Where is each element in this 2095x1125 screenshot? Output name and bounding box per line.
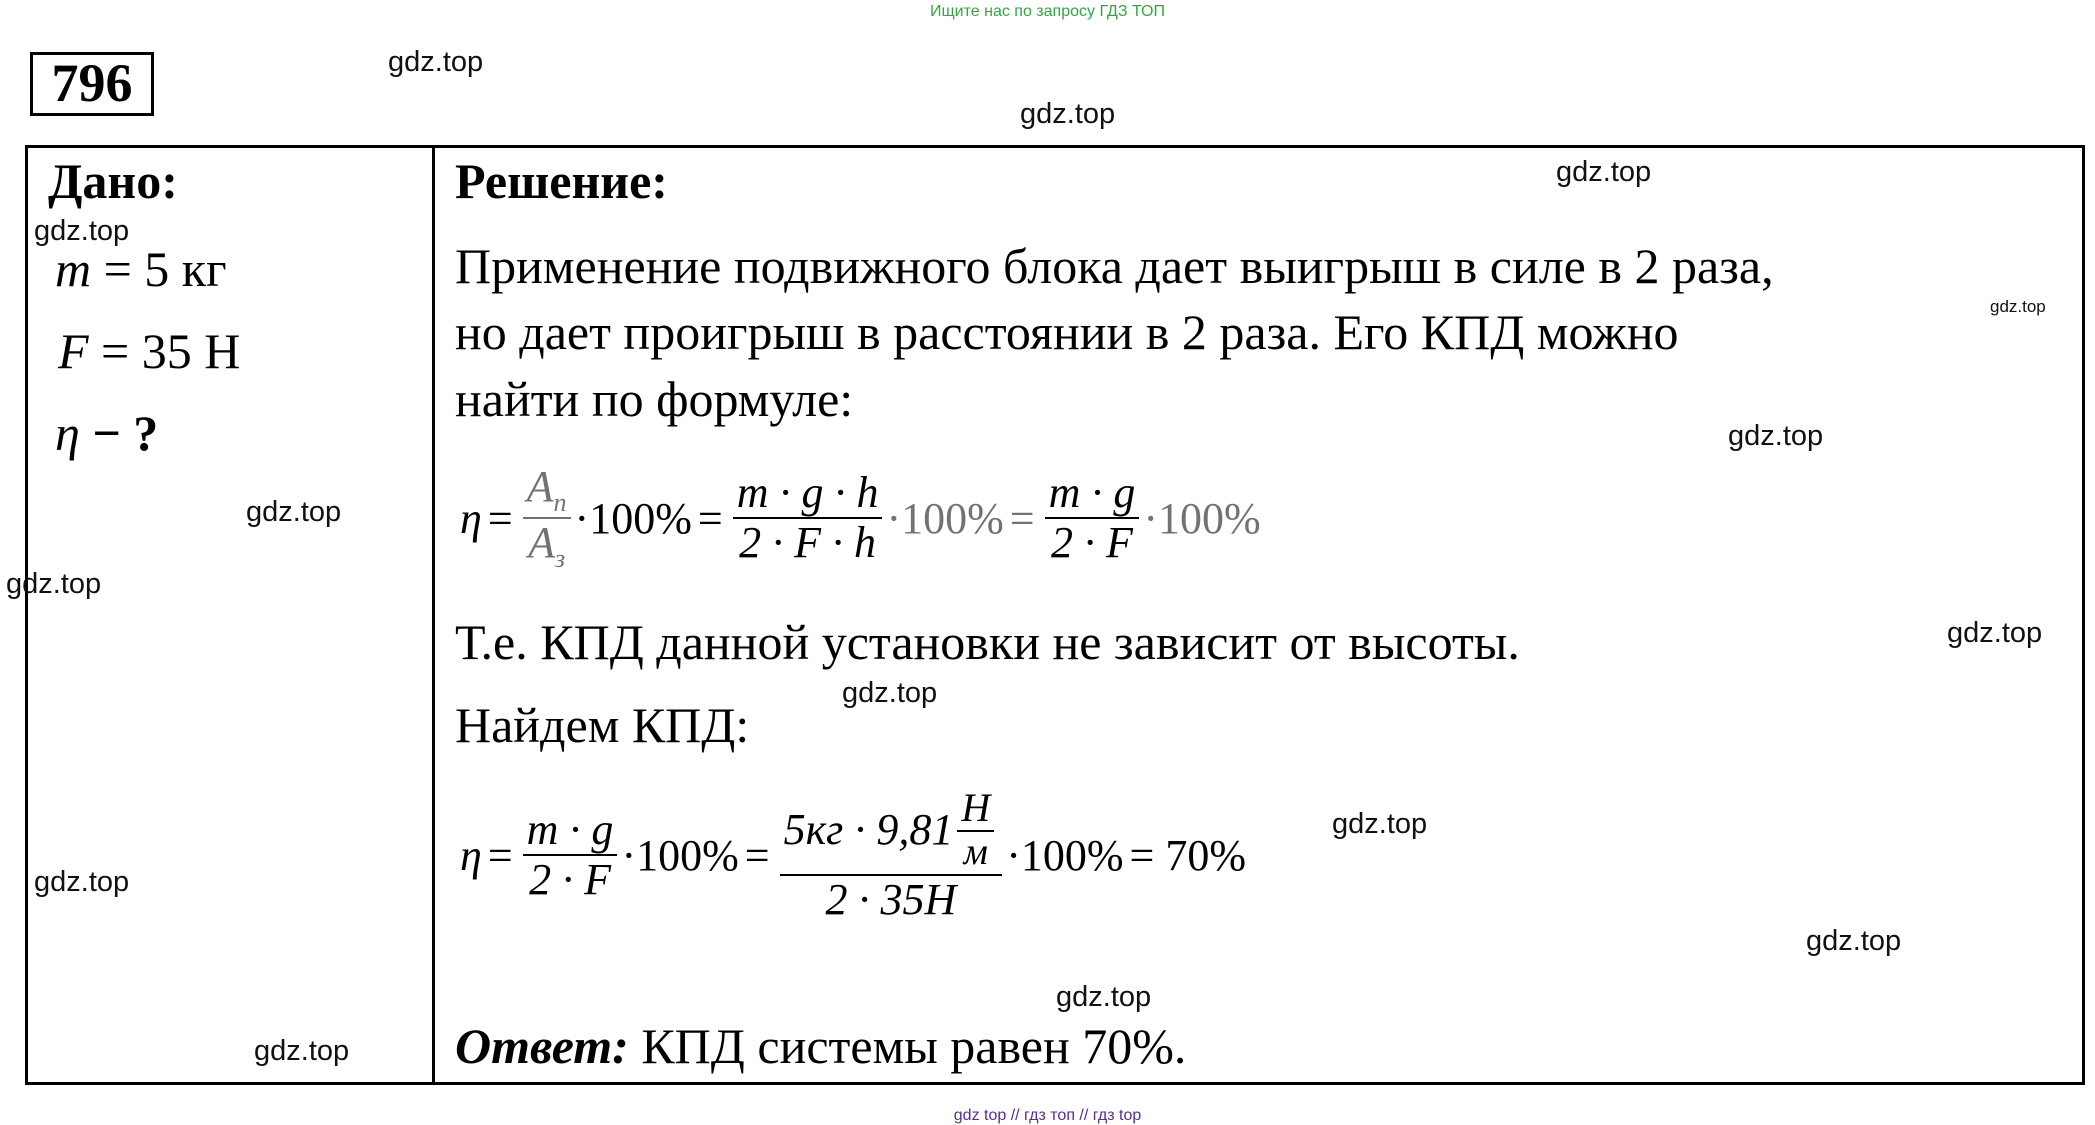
solution-line-5: Найдем КПД: xyxy=(455,697,750,753)
formula-efficiency-numeric xyxy=(460,765,1246,945)
answer-line xyxy=(455,1017,1186,1075)
column-divider xyxy=(432,145,435,1085)
formula1-mgh-fraction xyxy=(733,469,883,568)
answer-text: КПД системы равен 70%. xyxy=(628,1018,1187,1074)
watermark: gdz.top xyxy=(6,568,102,600)
formula2-pct1: ·100% xyxy=(621,830,739,880)
formula1-pct2: ·100% xyxy=(886,493,1004,543)
formula2-eq2: = xyxy=(744,830,770,880)
watermark: gdz.top xyxy=(246,496,342,528)
watermark: gdz.top xyxy=(1990,297,2046,316)
answer-label: Ответ: xyxy=(455,1018,629,1074)
given-find-var: η xyxy=(55,405,80,461)
formula2-result: = 70% xyxy=(1129,830,1246,880)
solution-title: Решение: xyxy=(455,153,668,209)
given-find xyxy=(55,404,158,462)
formula2-mg-den: 2 · F xyxy=(529,855,611,904)
formula1-mg-den: 2 · F xyxy=(1051,518,1133,567)
watermark: gdz.top xyxy=(34,866,130,898)
formula1-mg-fraction xyxy=(1045,469,1140,568)
formula2-value-den: 2 · 35Н xyxy=(825,874,957,924)
solution-line-4: Т.е. КПД данной установки не зависит от высоты. xyxy=(455,614,1520,670)
formula2-value-num: 5кг · 9,81 xyxy=(783,804,954,854)
footer-links: gdz top // гдз топ // гдз top xyxy=(953,1107,1142,1124)
formula1-total-work-sub: з xyxy=(554,543,566,573)
solution-line-1: Применение подвижного блока дает выигрыш в силе в 2 раза, xyxy=(455,238,1774,294)
solution-line-3: найти по формуле: xyxy=(455,371,854,427)
formula2-unit-den: м xyxy=(963,830,988,873)
formula1-work-fraction xyxy=(523,463,571,574)
formula2-eta: η xyxy=(460,830,482,880)
formula1-pct1: ·100% xyxy=(574,493,692,543)
formula1-mgh-den: 2 · F · h xyxy=(739,518,877,567)
given-title: Дано: xyxy=(48,153,178,209)
watermark: gdz.top xyxy=(254,1035,350,1067)
formula2-mg-num: m · g xyxy=(526,804,614,854)
formula1-mgh-num: m · g · h xyxy=(736,467,879,517)
watermark: gdz.top xyxy=(1728,420,1824,452)
formula1-total-work: A xyxy=(528,518,555,567)
formula1-eta: η xyxy=(460,493,482,543)
given-force-val: = 35 Н xyxy=(88,323,241,379)
formula1-eq3: = xyxy=(1009,493,1035,543)
formula2-unit-num: Н xyxy=(961,784,991,830)
formula1-useful-work: A xyxy=(526,461,554,511)
formula2-value-fraction xyxy=(780,786,1003,924)
watermark: gdz.top xyxy=(1556,156,1652,188)
watermark: gdz.top xyxy=(1806,925,1902,957)
given-mass-var: m xyxy=(55,241,92,297)
top-banner: Ищите нас по запросу ГДЗ ТОП xyxy=(930,3,1165,20)
given-mass xyxy=(55,240,227,298)
watermark: gdz.top xyxy=(388,46,484,78)
watermark: gdz.top xyxy=(1020,98,1116,130)
formula1-useful-work-sub: п xyxy=(553,487,567,517)
formula1-pct3: ·100% xyxy=(1143,493,1261,543)
watermark: gdz.top xyxy=(842,677,938,709)
formula1-mg-num: m · g xyxy=(1048,467,1136,517)
formula1-eq2: = xyxy=(697,493,723,543)
given-mass-val: = 5 кг xyxy=(91,241,227,297)
watermark: gdz.top xyxy=(1947,617,2043,649)
watermark: gdz.top xyxy=(1056,981,1152,1013)
formula-efficiency-general xyxy=(460,458,1261,578)
formula2-mg-fraction xyxy=(523,806,618,905)
formula2-pct2: ·100% xyxy=(1006,830,1124,880)
watermark: gdz.top xyxy=(34,215,130,247)
formula2-unit-fraction xyxy=(957,786,994,874)
watermark: gdz.top xyxy=(1332,808,1428,840)
given-find-val: − ? xyxy=(79,405,159,461)
solution-line-2: но дает проигрыш в расстоянии в 2 раза. Его КПД можно xyxy=(455,304,1679,360)
formula1-eq1: = xyxy=(487,493,513,543)
problem-number: 796 xyxy=(30,52,154,116)
formula2-eq1: = xyxy=(487,830,513,880)
given-force-var: F xyxy=(58,323,89,379)
given-force xyxy=(58,322,240,380)
